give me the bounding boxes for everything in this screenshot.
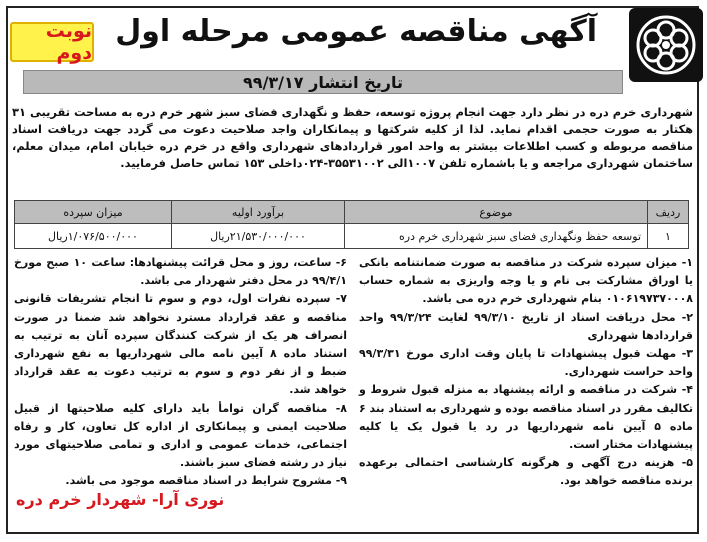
condition-item: ۲- محل دریافت اسناد از تاریخ ۹۹/۳/۱۰ لغایت ۹۹/۳/۲۴ واحد قراردادها شهرداری — [359, 310, 693, 342]
conditions-left-column — [14, 254, 347, 491]
condition-item: ۹- مشروح شرایط در اسناد مناقصه موجود می باشد. — [65, 474, 347, 488]
cell-row-number: ۱ — [648, 224, 689, 249]
header-estimate: برآورد اولیه — [172, 201, 345, 224]
round-badge: نوبت دوم — [10, 22, 94, 62]
condition-item: ۷- سپرده نفرات اول، دوم و سوم تا انجام تشریفات قانونی مناقصه و عقد قرارداد مسترد نخواهد شد ضمنا در صورت انصراف هر یک از شرکت کنندگان سپرده آنان به ترتیب به استناد ماده ۸ آیین نامه مالی شهرداریها به نفع شهرداری ضبط و از نفر دوم و سوم به ترتیب دعوت به عقد قرارداد خواهد شد. — [14, 292, 347, 397]
publish-date: تاریخ انتشار ۹۹/۳/۱۷ — [23, 70, 623, 94]
condition-item: ۶- ساعت، روز و محل قرائت پیشنهادها: ساعت ۱۰ صبح مورخ ۹۹/۴/۱ در محل دفتر شهردار می باشد. — [14, 256, 347, 288]
table-row — [15, 224, 689, 249]
condition-item: ۱- میزان سپرده شرکت در مناقصه به صورت ضمانتنامه بانکی یا اوراق مشارکت بی نام و یا وجه واریزی به شماره حساب ۰۱۰۶۱۹۷۳۷۰۰۰۸ بنام شهرداری خرم دره می باشد. — [359, 256, 693, 306]
header-deposit: میزان سپرده — [15, 201, 172, 224]
header-subject: موضوع — [345, 201, 648, 224]
table-header-row — [15, 201, 689, 224]
condition-item: ۵- هزینه درج آگهی و هرگونه کارشناسی احتمالی برعهده برنده مناقصه خواهد بود. — [359, 456, 693, 488]
cell-estimate: ۲۱/۵۳۰/۰۰۰/۰۰۰ریال — [172, 224, 345, 249]
cell-deposit: ۱/۰۷۶/۵۰۰/۰۰۰ریال — [15, 224, 172, 249]
condition-item: ۸- مناقصه گران توامأ باید دارای کلیه صلاحیتها از قبیل صلاحیت ایمنی و پیمانکاری از اداره کل تعاون، کار و رفاه اجتماعی، خدمات عمومی و اداری و تمامی صلاحیتهای مورد نیاز در رشته فضای سبز باشند. — [14, 401, 347, 470]
intro-paragraph: شهرداری خرم دره در نظر دارد جهت انجام پروژه توسعه، حفظ و نگهداری فضای سبز شهر خرم دره به مساحت تقریبی ۳۱ هکتار به صورت حجمی اقدام نماید. لذا از کلیه شرکتها و پیمانکاران واجد صلاحیت دعوت می گردد جهت دریافت اسناد مناقصه مربوطه و کسب اطلاعات بیشتر به واحد امور قراردادهای شهرداری واقع در خرم دره خیابان امام، میدان معلم، ساختمان شهرداری مراجعه و یا باشماره تلفن ۱۰۰۷الی ۳۵۵۳۱۰۰۲-۰۲۴داخلی ۱۵۳ تماس حاصل فرمایید. — [12, 105, 693, 170]
condition-item: ۳- مهلت قبول پیشنهادات تا پایان وقت اداری مورخ ۹۹/۳/۳۱ واحد حراست شهرداری. — [359, 347, 693, 379]
header-row-number: ردیف — [648, 201, 689, 224]
page-title: آگهی مناقصه عمومی مرحله اول — [115, 14, 597, 49]
cell-subject: توسعه حفظ ونگهداری فضای سبز شهرداری خرم دره — [345, 224, 648, 249]
condition-item: ۴- شرکت در مناقصه و ارائه پیشنهاد به منزله قبول شروط و تکالیف مقرر در اسناد مناقصه بوده و شهرداری به استناد بند ۶ ماده ۵ آیین نامه شهرداریها در رد یا قبول یک یا کلیه پیشنهادات مختار است. — [359, 383, 693, 452]
conditions-right-column — [359, 254, 693, 491]
tender-table — [14, 200, 689, 249]
municipality-logo — [629, 8, 703, 82]
mayor-signature: نوری آرا- شهردار خرم دره — [16, 490, 225, 509]
